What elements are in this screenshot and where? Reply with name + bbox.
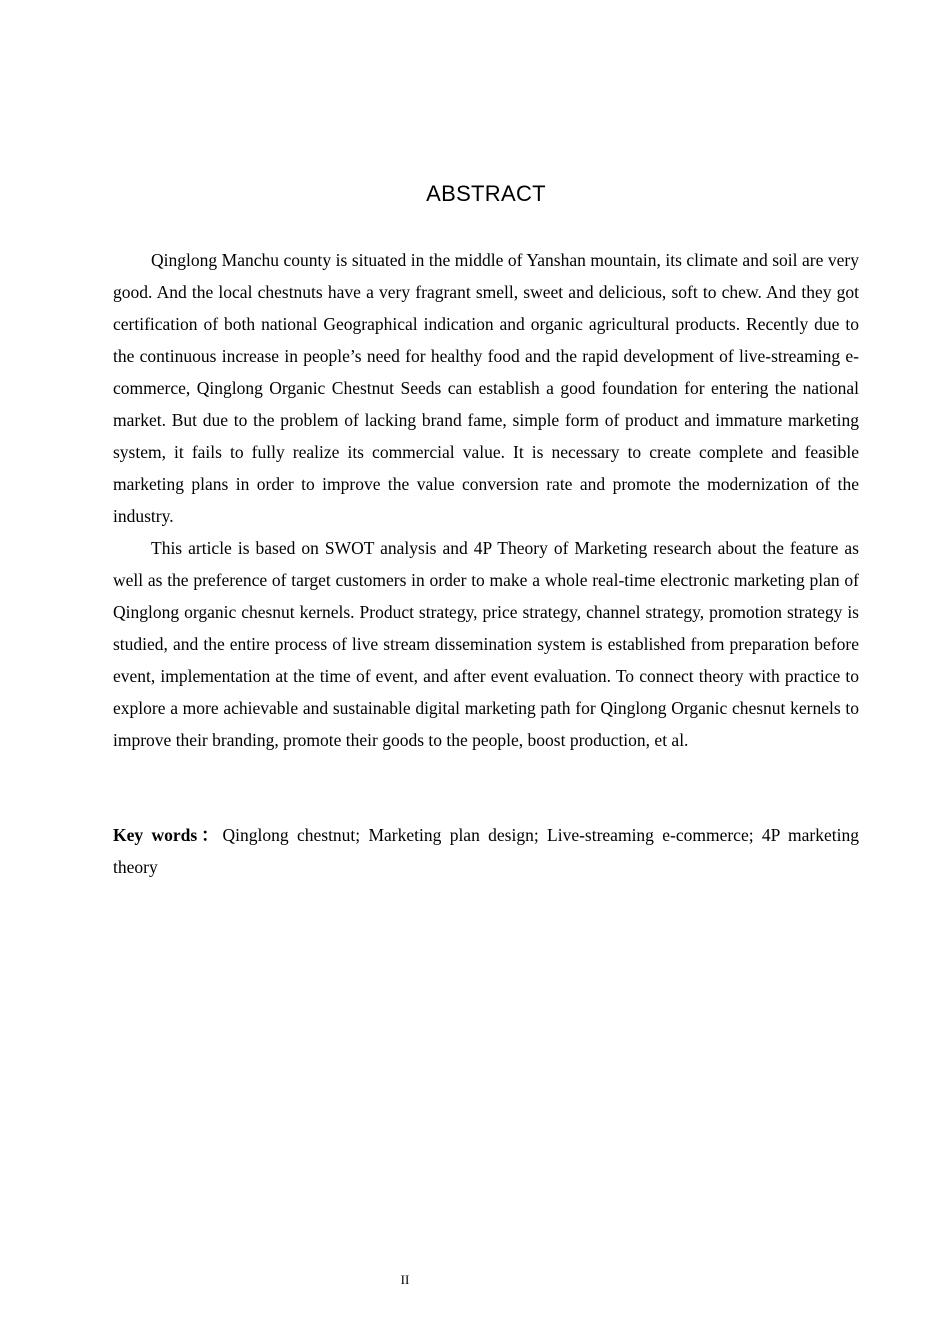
- keywords-label: Key words：: [113, 825, 223, 845]
- keywords-text: Qinglong chestnut; Marketing plan design; Live-streaming e-commerce; 4P marketing theory: [113, 825, 860, 877]
- page-number: II: [400, 1272, 410, 1287]
- abstract-title: ABSTRACT: [426, 181, 546, 206]
- abstract-body: [113, 244, 859, 756]
- abstract-paragraph-2: This article is based on SWOT analysis and 4P Theory of Marketing research about the feature as well as the preference of target customers in order to make a whole real-time electronic marketing plan of Qinglong organic chesnut kernels. Product strategy, price strategy, channel strategy, promotion strategy is studied, and the entire process of live stream dissemination system is established from preparation before event, implementation at the time of event, and after event evaluation. To connect theory with practice to explore a more achievable and sustainable digital marketing path for Qinglong Organic chesnut kernels to improve their branding, promote their goods to the people, boost production, et al.: [113, 538, 859, 750]
- keywords-section: [113, 819, 859, 883]
- abstract-paragraph-1: Qinglong Manchu county is situated in the middle of Yanshan mountain, its climate and soil are very good. And the local chestnuts have a very fragrant smell, sweet and delicious, soft to chew. And they got certification of both national Geographical indication and organic agricultural products. Recently due to the continuous increase in people’s need for healthy food and the rapid development of live-streaming e-commerce, Qinglong Organic Chestnut Seeds can establish a good foundation for entering the national market. But due to the problem of lacking brand fame, simple form of product and immature marketing system, it fails to fully realize its commercial value. It is necessary to create complete and feasible marketing plans in order to improve the value conversion rate and promote the modernization of the industry.: [113, 250, 859, 526]
